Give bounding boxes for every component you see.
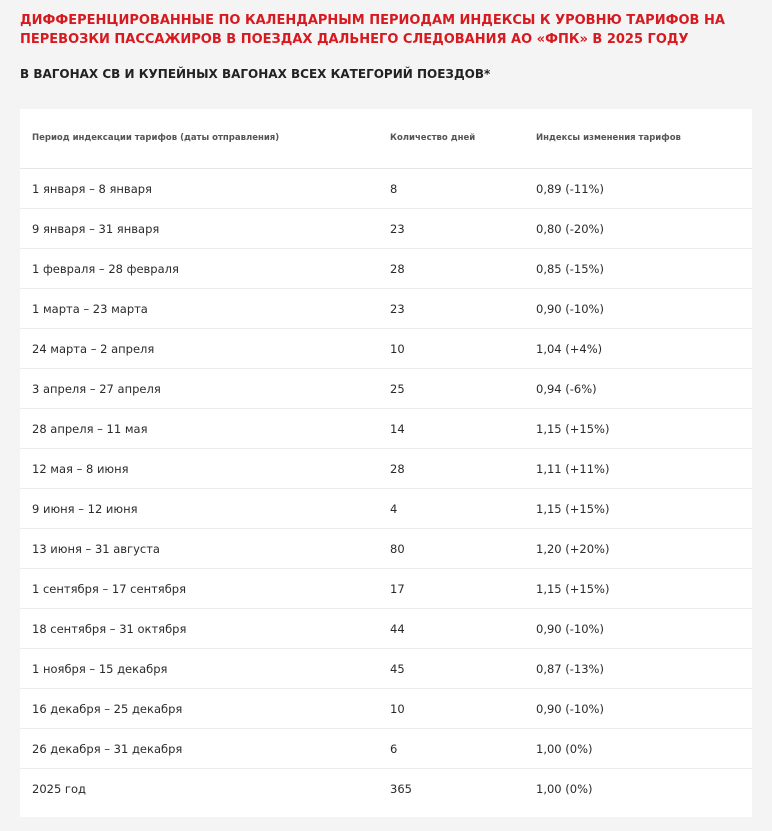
column-header-period: Период индексации тарифов (даты отправления) [32, 133, 280, 143]
cell-index: 1,15 (+15%) [536, 422, 610, 436]
table-subtitle: В ВАГОНАХ СВ И КУПЕЙНЫХ ВАГОНАХ ВСЕХ КАТЕГОРИЙ ПОЕЗДОВ* [20, 67, 491, 81]
cell-period: 1 февраля – 28 февраля [32, 262, 179, 276]
cell-days: 4 [390, 502, 398, 516]
cell-period: 24 марта – 2 апреля [32, 342, 155, 356]
cell-days: 44 [390, 622, 405, 636]
cell-days: 10 [390, 702, 405, 716]
cell-index: 0,80 (-20%) [536, 222, 604, 236]
tariff-index-table [20, 109, 752, 817]
cell-period: 9 июня – 12 июня [32, 502, 138, 516]
table-row [20, 489, 752, 529]
table-row [20, 689, 752, 729]
table-row [20, 209, 752, 249]
cell-index: 0,89 (-11%) [536, 182, 604, 196]
cell-period: 26 декабря – 31 декабря [32, 742, 183, 756]
table-row [20, 729, 752, 769]
table-body [20, 169, 752, 808]
cell-period: 1 ноября – 15 декабря [32, 662, 168, 676]
cell-period: 3 апреля – 27 апреля [32, 382, 161, 396]
table-row [20, 249, 752, 289]
cell-period: 16 декабря – 25 декабря [32, 702, 183, 716]
table-row [20, 369, 752, 409]
table-row [20, 409, 752, 449]
column-header-days: Количество дней [390, 133, 476, 143]
cell-period: 18 сентября – 31 октября [32, 622, 187, 636]
cell-index: 1,15 (+15%) [536, 582, 610, 596]
cell-index: 1,20 (+20%) [536, 542, 610, 556]
cell-period: 28 апреля – 11 мая [32, 422, 148, 436]
cell-index: 1,11 (+11%) [536, 462, 610, 476]
table-row [20, 169, 752, 209]
cell-period: 13 июня – 31 августа [32, 542, 160, 556]
cell-days: 10 [390, 342, 405, 356]
cell-days: 23 [390, 302, 405, 316]
table-row [20, 769, 752, 808]
cell-days: 17 [390, 582, 405, 596]
table-row [20, 649, 752, 689]
cell-days: 23 [390, 222, 405, 236]
cell-days: 14 [390, 422, 405, 436]
table-header-row [20, 109, 752, 169]
table-row [20, 569, 752, 609]
cell-period: 1 сентября – 17 сентября [32, 582, 187, 596]
cell-index: 1,04 (+4%) [536, 342, 603, 356]
table-row [20, 329, 752, 369]
column-header-index: Индексы изменения тарифов [536, 133, 681, 143]
cell-index: 1,00 (0%) [536, 782, 593, 796]
cell-days: 365 [390, 782, 412, 796]
cell-period: 1 января – 8 января [32, 182, 152, 196]
cell-index: 0,85 (-15%) [536, 262, 604, 276]
cell-index: 1,15 (+15%) [536, 502, 610, 516]
cell-index: 0,90 (-10%) [536, 302, 604, 316]
page-title: ДИФФЕРЕНЦИРОВАННЫЕ ПО КАЛЕНДАРНЫМ ПЕРИОДАМ ИНДЕКСЫ К УРОВНЮ ТАРИФОВ НА ПЕРЕВОЗКИ ПАССАЖИРОВ В ПОЕЗДАХ ДАЛЬНЕГО СЛЕДОВАНИЯ АО «ФПК» В 2025 ГОДУ [20, 13, 725, 47]
cell-period: 12 мая – 8 июня [32, 462, 129, 476]
cell-days: 8 [390, 182, 398, 196]
cell-period: 2025 год [32, 782, 86, 796]
cell-days: 45 [390, 662, 405, 676]
cell-index: 0,90 (-10%) [536, 622, 604, 636]
cell-days: 80 [390, 542, 405, 556]
cell-index: 0,94 (-6%) [536, 382, 597, 396]
table-row [20, 289, 752, 329]
cell-index: 0,87 (-13%) [536, 662, 604, 676]
table-row [20, 529, 752, 569]
table-row [20, 609, 752, 649]
cell-period: 9 января – 31 января [32, 222, 160, 236]
cell-days: 25 [390, 382, 405, 396]
cell-index: 0,90 (-10%) [536, 702, 604, 716]
cell-days: 28 [390, 262, 405, 276]
cell-period: 1 марта – 23 марта [32, 302, 148, 316]
cell-index: 1,00 (0%) [536, 742, 593, 756]
table-row [20, 449, 752, 489]
cell-days: 28 [390, 462, 405, 476]
cell-days: 6 [390, 742, 398, 756]
